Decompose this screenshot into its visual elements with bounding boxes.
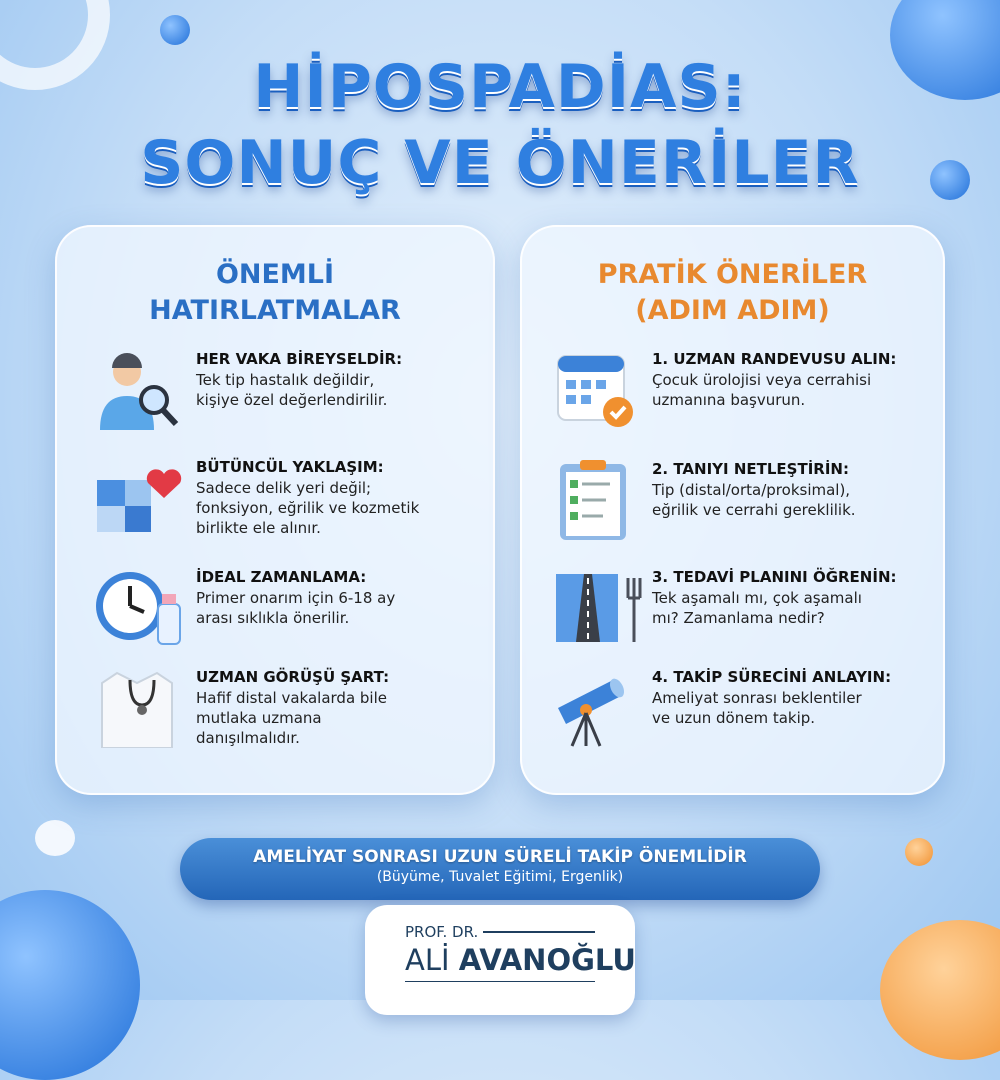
banner-main: AMELİYAT SONRASI UZUN SÜRELİ TAKİP ÖNEMLİDİR <box>253 847 747 867</box>
item-text: danışılmalıdır. <box>196 729 300 747</box>
decor-sphere <box>0 890 140 1080</box>
item-text: eğrilik ve cerrahi gereklilik. <box>652 501 856 519</box>
item-text: arası sıklıkla önerilir. <box>196 609 350 627</box>
signature-card <box>365 905 635 1015</box>
item-title: 2. TANIYI NETLEŞTİRİN: <box>652 460 849 478</box>
reminders-heading-1: ÖNEMLİ <box>215 259 335 290</box>
tips-heading-2: (ADIM ADIM) <box>635 295 830 326</box>
follow-up-banner <box>180 838 820 900</box>
item-text: Sadece delik yeri değil; <box>196 479 372 497</box>
tip-item <box>548 350 896 430</box>
item-title: BÜTÜNCÜL YAKLAŞIM: <box>196 458 384 476</box>
item-text: mı? Zamanlama nedir? <box>652 609 825 627</box>
item-text: ve uzun dönem takip. <box>652 709 816 727</box>
reminders-heading-2: HATIRLATMALAR <box>149 295 401 326</box>
tips-heading-1: PRATİK ÖNERİLER <box>597 259 868 290</box>
signature-last: AVANOĞLU <box>458 943 636 977</box>
decor-sphere <box>160 15 190 45</box>
tip-item <box>548 668 891 748</box>
clipboard-checklist-icon <box>548 460 648 540</box>
reminder-item <box>92 458 419 538</box>
item-title: 1. UZMAN RANDEVUSU ALIN: <box>652 350 897 368</box>
item-title: 4. TAKİP SÜRECİNİ ANLAYIN: <box>652 668 892 686</box>
item-text: Tip (distal/orta/proksimal), <box>652 481 851 499</box>
signature-prefix: PROF. DR. <box>405 923 595 941</box>
item-title: HER VAKA BİREYSELDİR: <box>196 350 403 368</box>
tip-item <box>548 568 897 648</box>
item-text: birlikte ele alınır. <box>196 519 321 537</box>
banner-sub: (Büyüme, Tuvalet Eğitimi, Ergenlik) <box>376 869 624 885</box>
reminder-item <box>92 668 389 748</box>
item-title: 3. TEDAVİ PLANINI ÖĞRENİN: <box>652 568 897 586</box>
item-text: Tek tip hastalık değildir, <box>196 371 375 389</box>
item-text: mutlaka uzmana <box>196 709 322 727</box>
item-text: Tek aşamalı mı, çok aşamalı <box>652 589 862 607</box>
clock-bottle-icon <box>92 568 192 648</box>
item-text: Primer onarım için 6-18 ay <box>196 589 396 607</box>
item-title: UZMAN GÖRÜŞÜ ŞART: <box>196 668 390 686</box>
item-text: Hafif distal vakalarda bile <box>196 689 387 707</box>
road-map-icon <box>548 568 648 648</box>
reminder-item <box>92 350 402 430</box>
reminder-item <box>92 568 395 648</box>
item-text: uzmanına başvurun. <box>652 391 806 409</box>
telescope-icon <box>548 668 648 748</box>
calendar-check-icon <box>548 350 648 430</box>
person-magnifier-icon <box>92 350 192 430</box>
page-title-line2: SONUÇ VE ÖNERİLER <box>140 128 860 198</box>
item-text: kişiye özel değerlendirilir. <box>196 391 388 409</box>
puzzle-heart-icon <box>92 458 192 538</box>
decor-sphere <box>35 820 75 856</box>
page-title-line1: HİPOSPADİAS: <box>253 52 747 122</box>
item-text: Ameliyat sonrası beklentiler <box>652 689 862 707</box>
doctor-coat-icon <box>92 668 192 748</box>
tip-item <box>548 460 856 540</box>
item-text: fonksiyon, eğrilik ve kozmetik <box>196 499 420 517</box>
decor-sphere <box>880 920 1000 1060</box>
signature-first: ALİ <box>405 943 450 977</box>
decor-sphere <box>905 838 933 866</box>
item-text: Çocuk ürolojisi veya cerrahisi <box>652 371 872 389</box>
item-title: İDEAL ZAMANLAMA: <box>196 568 367 586</box>
